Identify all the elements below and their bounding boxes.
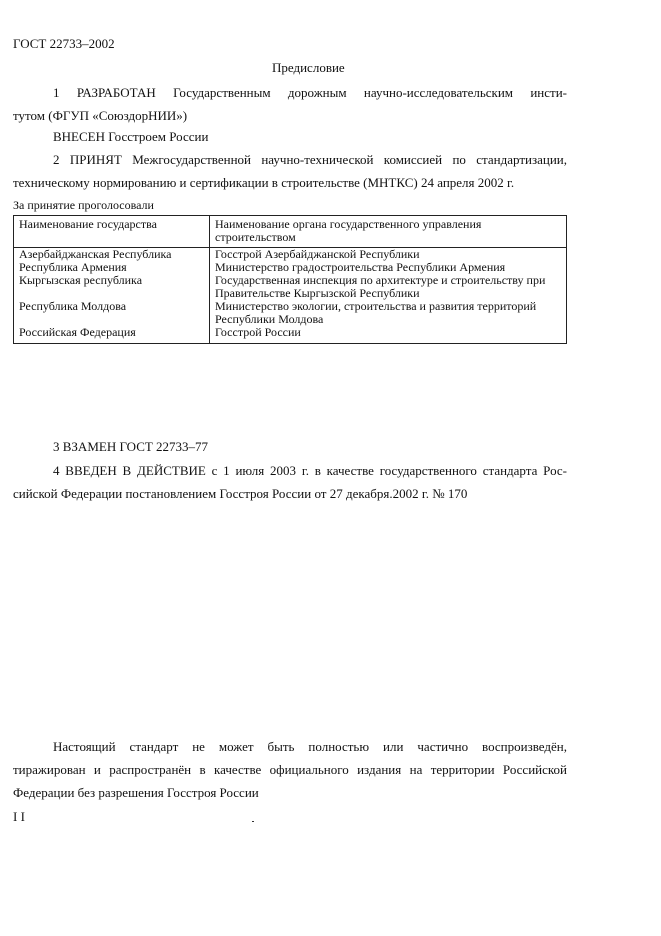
- introduced-line: ВНЕСЕН Госстроем России: [53, 129, 209, 144]
- table-row: [14, 326, 567, 344]
- table-row: [14, 300, 567, 326]
- effective-line-2: сийской Федерации постановлением Госстроя России от 27 декабря.2002 г. № 170: [13, 486, 468, 501]
- state-cell: Российская Федерация: [14, 326, 210, 344]
- developed-line-2: тутом (ФГУП «СоюздорНИИ»): [13, 108, 188, 123]
- authority-cell: Министерство градостроительства Республики Армения: [210, 261, 567, 274]
- notice-line-3: Федерации без разрешения Госстроя России: [13, 785, 259, 800]
- table-header-row: [14, 216, 567, 248]
- authority-cell: Министерство экологии, строительства и развития территорий Республики Молдова: [210, 300, 567, 326]
- header-authority: Наименование органа государственного управления строительством: [210, 216, 567, 248]
- authority-cell: Госстрой Азербайджанской Республики: [210, 248, 567, 262]
- voted-label: За принятие проголосовали: [13, 198, 154, 212]
- states-table: [13, 215, 567, 344]
- header-state: Наименование государства: [14, 216, 210, 248]
- doc-code: ГОСТ 22733–2002: [13, 36, 115, 51]
- state-cell: Республика Молдова: [14, 300, 210, 326]
- state-cell: Азербайджанская Республика: [14, 248, 210, 262]
- table-row: [14, 274, 567, 300]
- authority-cell: Государственная инспекция по архитектуре и строительству при Правительстве Кыргызской Республики: [210, 274, 567, 300]
- adopted-line-1: 2 ПРИНЯТ Межгосударственной научно-технической комиссией по стандартизации,: [53, 152, 567, 167]
- developed-line-1: 1 РАЗРАБОТАН Государственным дорожным научно-исследовательским инсти-: [53, 85, 567, 100]
- scan-speck: [252, 821, 254, 822]
- effective-line-1: 4 ВВЕДЕН В ДЕЙСТВИЕ с 1 июля 2003 г. в качестве государственного стандарта Рос-: [53, 463, 567, 478]
- table-row: [14, 248, 567, 262]
- notice-line-1: Настоящий стандарт не может быть полностью или частично воспроизведён,: [53, 739, 567, 754]
- preface-title: Предисловие: [272, 60, 345, 75]
- adopted-line-2: техническому нормированию и сертификации в строительстве (МНТКС) 24 апреля 2002 г.: [13, 175, 515, 190]
- page-number: I I: [13, 809, 25, 824]
- replaced-line: 3 ВЗАМЕН ГОСТ 22733–77: [53, 439, 209, 454]
- state-cell: Республика Армения: [14, 261, 210, 274]
- notice-line-2: тиражирован и распространён в качестве официального издания на территории Российской: [13, 762, 567, 777]
- authority-cell: Госстрой России: [210, 326, 567, 344]
- state-cell: Кыргызская республика: [14, 274, 210, 300]
